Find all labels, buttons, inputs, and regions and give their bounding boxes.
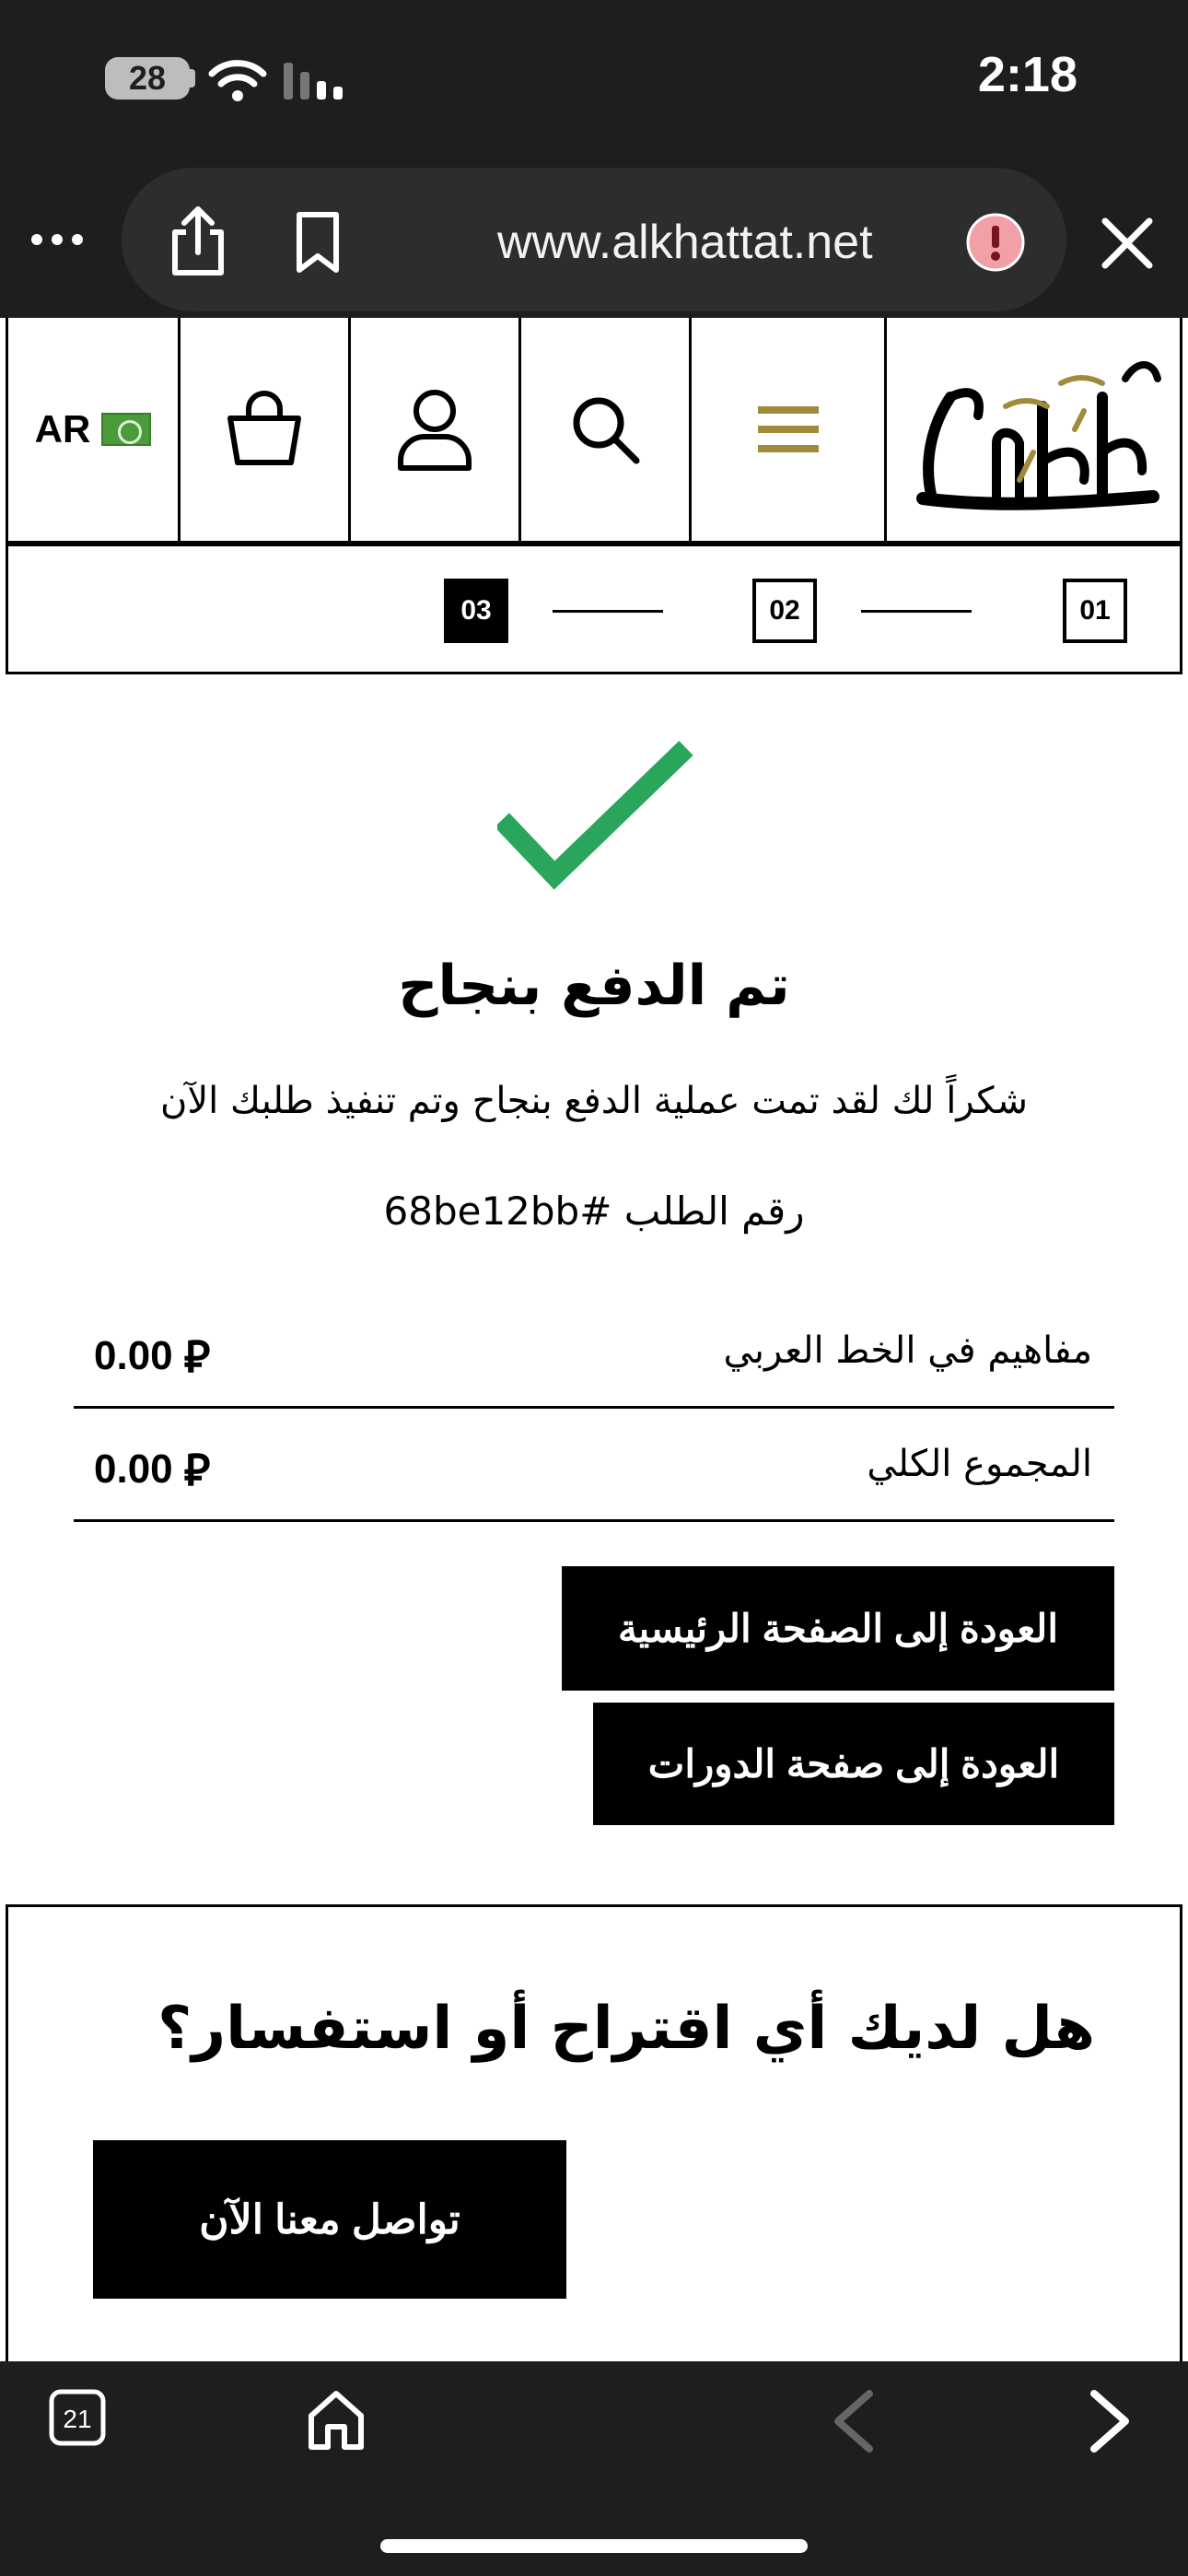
back-to-courses-button[interactable]: العودة إلى صفحة الدورات <box>593 1703 1114 1825</box>
site-header <box>6 318 1182 544</box>
search-button[interactable] <box>521 318 692 541</box>
flag-icon <box>101 413 151 446</box>
menu-button[interactable] <box>692 318 887 541</box>
warning-icon[interactable] <box>965 212 1026 273</box>
summary-label: المجموع الكلي <box>867 1443 1092 1485</box>
wifi-icon <box>208 57 267 103</box>
riyal-symbol-icon: ⃁ <box>183 1333 211 1382</box>
status-time: 2:18 <box>977 47 1077 102</box>
step-1: 01 <box>1063 579 1127 643</box>
summary-price <box>94 1328 210 1385</box>
battery-indicator: 28 <box>105 57 190 100</box>
riyal-symbol-icon: ⃁ <box>183 1446 211 1495</box>
summary-row-total <box>74 1410 1114 1522</box>
search-icon <box>568 392 642 466</box>
close-icon[interactable] <box>1096 212 1159 275</box>
price-value: 0.00 <box>94 1446 173 1492</box>
calligraphy-logo-icon <box>895 342 1171 517</box>
contact-us-button[interactable]: تواصل معنا الآن <box>93 2140 566 2299</box>
checkmark-icon <box>497 737 700 903</box>
forward-arrow-icon[interactable] <box>1087 2388 1135 2454</box>
success-message: شكراً لك لقد تمت عملية الدفع بنجاح وتم تنفيذ طلبك الآن <box>159 1080 1028 1122</box>
back-arrow-icon[interactable] <box>829 2388 877 2454</box>
site-logo[interactable] <box>887 318 1180 541</box>
signal-icon <box>282 61 346 101</box>
step-connector <box>861 610 972 613</box>
account-button[interactable] <box>351 318 521 541</box>
checkout-steps <box>6 544 1182 674</box>
summary-label: مفاهيم في الخط العربي <box>723 1329 1092 1372</box>
share-icon[interactable] <box>166 205 230 278</box>
price-value: 0.00 <box>94 1333 173 1378</box>
hamburger-menu-icon <box>756 404 821 454</box>
summary-price <box>94 1441 210 1498</box>
contact-section <box>6 1904 1182 2383</box>
user-icon <box>395 387 474 472</box>
home-indicator[interactable] <box>380 2539 808 2553</box>
step-2: 02 <box>752 579 817 643</box>
home-icon[interactable] <box>304 2388 368 2453</box>
order-number: رقم الطلب #68be12bb <box>383 1188 805 1234</box>
cart-button[interactable] <box>181 318 351 541</box>
step-connector <box>553 610 663 613</box>
url-text[interactable]: www.alkhattat.net <box>497 216 873 269</box>
battery-cap <box>190 69 195 88</box>
page-title: تم الدفع بنجاح <box>398 954 790 1018</box>
more-icon[interactable] <box>28 221 87 258</box>
language-switcher[interactable] <box>8 318 181 541</box>
step-3: 03 <box>444 579 508 643</box>
summary-row-course <box>74 1296 1114 1409</box>
language-label: AR <box>34 407 91 451</box>
tab-count: 21 <box>63 2405 92 2433</box>
shopping-bag-icon <box>223 391 306 468</box>
back-to-home-button[interactable]: العودة إلى الصفحة الرئيسية <box>562 1566 1114 1691</box>
bookmark-icon[interactable] <box>290 210 345 275</box>
contact-title: هل لديك أي اقتراح أو استفسار؟ <box>157 1995 1095 2063</box>
tabs-icon[interactable] <box>48 2388 107 2447</box>
